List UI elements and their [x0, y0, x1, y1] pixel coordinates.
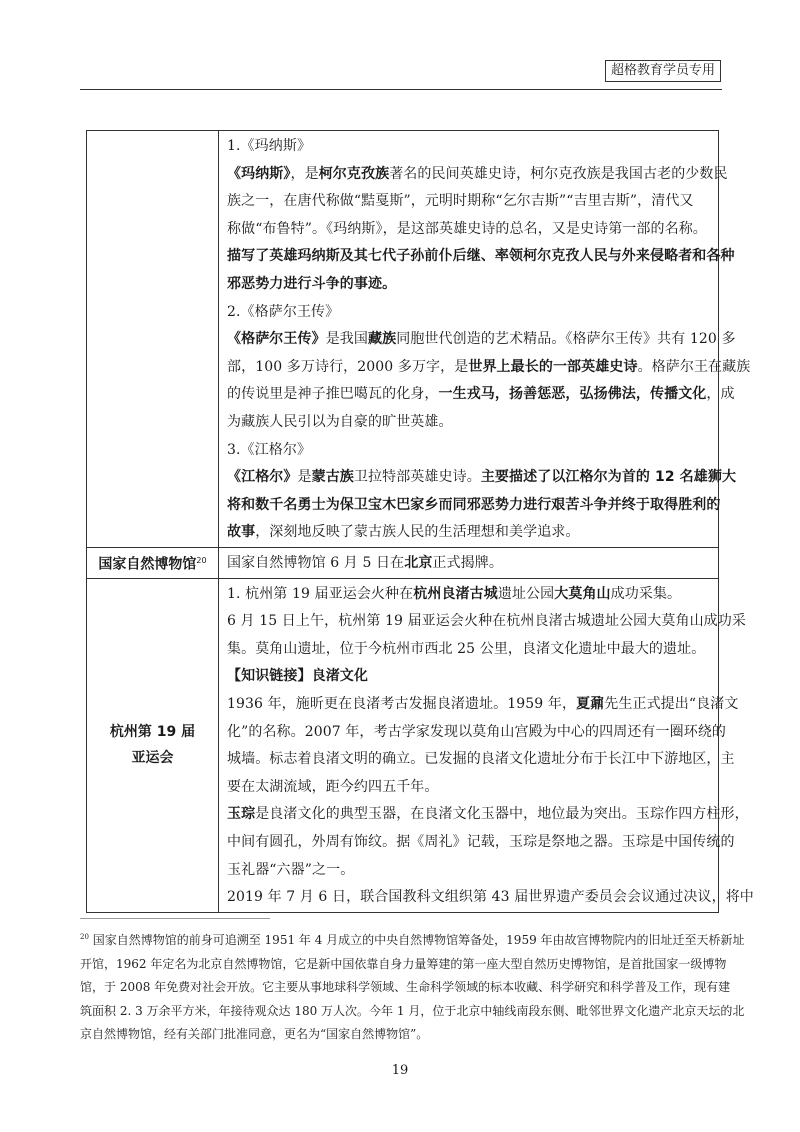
text: 1. 杭州第 19 届亚运会火种在 [227, 585, 414, 602]
text: 2.《格萨尔王传》 [227, 303, 340, 320]
row-content [219, 131, 751, 548]
row-label [87, 578, 219, 912]
text: ，成 [706, 386, 735, 403]
text: 中间有圆孔，外周有饰纹。据《周礼》记载，玉琮是祭地之器。玉琮是中国传统的 [227, 833, 735, 850]
footnote-rule [80, 918, 270, 919]
page-number: 19 [391, 1063, 409, 1078]
bold-text: 故事 [227, 524, 256, 541]
text: ，是 [290, 165, 319, 182]
text: 1.《玛纳斯》 [227, 138, 312, 154]
text: 玉礼器“六器”之一。 [227, 861, 355, 878]
text: 卫拉特部英雄史诗。 [353, 469, 481, 486]
content-line [227, 326, 736, 354]
bold-text: 主要描述了以江格尔为首的 12 名雄狮大 [480, 469, 737, 486]
row-label-line: 亚运会 [131, 750, 174, 767]
content-table [86, 130, 754, 913]
content-line [227, 464, 737, 492]
text: 为藏族人民引以为自豪的旷世英雄。 [227, 413, 453, 430]
header-tag: 超格教育学员专用 [605, 60, 721, 82]
bold-text: 玉琮 [227, 806, 256, 823]
row-content [219, 578, 754, 912]
text: 同胞世代创造的艺术精品。《格萨尔王传》共有 120 多 [396, 331, 736, 348]
content-line [227, 774, 712, 802]
bold-text: 邪恶势力进行斗争的事迹。 [227, 275, 397, 292]
text: 要在太湖流域，距今约四五千年。 [227, 778, 439, 795]
content-line [227, 719, 727, 747]
content-line [227, 519, 712, 547]
bold-text: 《江格尔》 [227, 469, 298, 486]
content-line [227, 243, 735, 271]
bold-text: 世界上最长的一部英雄史诗 [468, 358, 638, 375]
footnote-line: 馆，于 2008 年免费对社会开放。它主要从事地球科学领域、生命科学领域的标本收藏、科学研究和科学普及工作，现有建 [80, 980, 731, 994]
bold-text: 一生戎马，扬善惩恶，弘扬佛法，传播文化 [438, 386, 707, 403]
content-line [227, 161, 728, 189]
content-line [227, 550, 712, 578]
text: 城墙。标志着良渚文明的确立。已发掘的良渚文化遗址分布于长江中下游地区，主 [227, 751, 735, 768]
footnote [80, 926, 745, 1047]
text: 的传说里是神子推巴噶瓦的化身， [227, 386, 439, 403]
row-label-wrap [87, 548, 218, 578]
content-line [227, 271, 712, 299]
bold-text: 蒙古族 [311, 469, 354, 486]
row-label-line: 国家自然博物馆 [98, 556, 197, 573]
text: 族之一，在唐代称做“黠戛斯”，元明时期称“乞尔吉斯”“吉里吉斯”，清代又 [227, 193, 694, 210]
text: 国家自然博物馆 6 月 5 日在 [227, 554, 405, 571]
footnote-line [80, 926, 745, 953]
text: 6 月 15 日上午，杭州第 19 届亚运会火种在杭州良渚古城遗址公园大莫角山成功采 [227, 613, 746, 630]
text: 。格萨尔王在藏族 [637, 358, 751, 375]
text: 著名的民间英雄史诗，柯尔克孜族是我国古老的少数民 [389, 165, 728, 182]
content-line [227, 216, 712, 244]
bold-text: 《格萨尔王传》 [227, 331, 326, 348]
content-line [227, 884, 754, 912]
content-line [227, 691, 739, 719]
footnote-line: 京自然博物馆，经有关部门批准同意，更名为“国家自然博物馆”。 [80, 1027, 429, 1041]
bold-text: 大莫角山 [554, 585, 611, 602]
content-line [227, 801, 749, 829]
content-line [227, 188, 712, 216]
content-line [227, 492, 721, 520]
content-line [227, 437, 712, 465]
bold-text: 《玛纳斯》 [227, 165, 291, 182]
footnote-mark: 20 [80, 933, 89, 941]
content-line [227, 581, 712, 609]
content-line [227, 133, 712, 161]
bold-text: 杭州良渚古城 [413, 585, 498, 602]
bold-text: 夏鼐 [576, 695, 605, 712]
text: 称做“布鲁特”。《玛纳斯》，是这部英雄史诗的总名，又是史诗第一部的名称。 [227, 220, 707, 237]
content-line [227, 299, 712, 327]
content-line [227, 636, 712, 664]
footnote-text: 国家自然博物馆的前身可追溯至 1951 年 4 月成立的中央自然博物馆筹备处，1959 年由故宫博物院内的旧址迁至天桥新址 [88, 933, 745, 947]
content-line [227, 409, 712, 437]
footnote-line: 开馆，1962 年定名为北京自然博物馆，它是新中国依靠自身力量筹建的第一座大型自然历史博物馆，是首批国家一级博物 [80, 956, 727, 971]
text: 是我国 [325, 331, 369, 348]
text: 部，100 多万诗行，2000 多万字，是 [227, 358, 469, 375]
content-line [227, 381, 735, 409]
bold-text: 将和数千名勇士为保卫宝木巴家乡而同邪恶势力进行艰苦斗争并终于取得胜利的 [227, 496, 721, 513]
table-body [87, 131, 754, 913]
bold-text: 描写了英雄玛纳斯及其七代子孙前仆后继、率领柯尔克孜人民与外来侵略者和各种 [227, 248, 735, 265]
row-label-line: 杭州第 19 届 [109, 724, 196, 741]
text: 集。莫角山遗址，位于今杭州市西北 25 公里，良渚文化遗址中最大的遗址。 [227, 640, 706, 657]
text: 3.《江格尔》 [227, 441, 312, 458]
text: 是良渚文化的典型玉器，在良渚文化玉器中，地位最为突出。玉琮作四方柱形， [255, 806, 749, 823]
content-line [227, 608, 746, 636]
table-row [87, 578, 719, 912]
bold-text: 【知识链接】良渚文化 [227, 668, 368, 685]
text: 化”的名称。2007 年，考古学家发现以莫角山宫殿为中心的四周还有一圈环绕的 [227, 723, 727, 740]
text: 是 [297, 469, 312, 486]
row-label [87, 547, 219, 578]
content-line [227, 829, 735, 857]
table-row [87, 131, 719, 548]
table-row [87, 547, 719, 578]
bold-text: 柯尔克孜族 [318, 165, 390, 182]
text: ，深刻地反映了蒙古族人民的生活理想和美学追求。 [255, 524, 580, 541]
text: 2019 年 7 月 6 日，联合国教科文组织第 43 届世界遗产委员会会议通过决议，将中 [227, 889, 754, 906]
bold-text: 藏族 [368, 331, 397, 348]
header-rule [80, 89, 722, 90]
row-content [219, 547, 719, 578]
text: 成功采集。 [610, 585, 682, 602]
text: 遗址公园 [497, 585, 555, 602]
content-line [227, 746, 735, 774]
footnote-ref: 20 [196, 555, 207, 565]
row-label [87, 131, 219, 548]
footnote-line: 筑面积 2. 3 万余平方米，年接待观众达 180 万人次。今年 1 月，位于北京中轴线南段东侧、毗邻世界文化遗产北京天坛的北 [80, 1003, 745, 1018]
content-line [227, 663, 712, 691]
text: 正式揭牌。 [432, 554, 503, 571]
bold-text: 北京 [404, 554, 433, 571]
content-line [227, 857, 712, 885]
text: 先生正式提出“良渚文 [604, 695, 739, 712]
text: 1936 年，施昕更在良渚考古发掘良渚遗址。1959 年， [227, 695, 577, 712]
content-line [227, 354, 751, 382]
